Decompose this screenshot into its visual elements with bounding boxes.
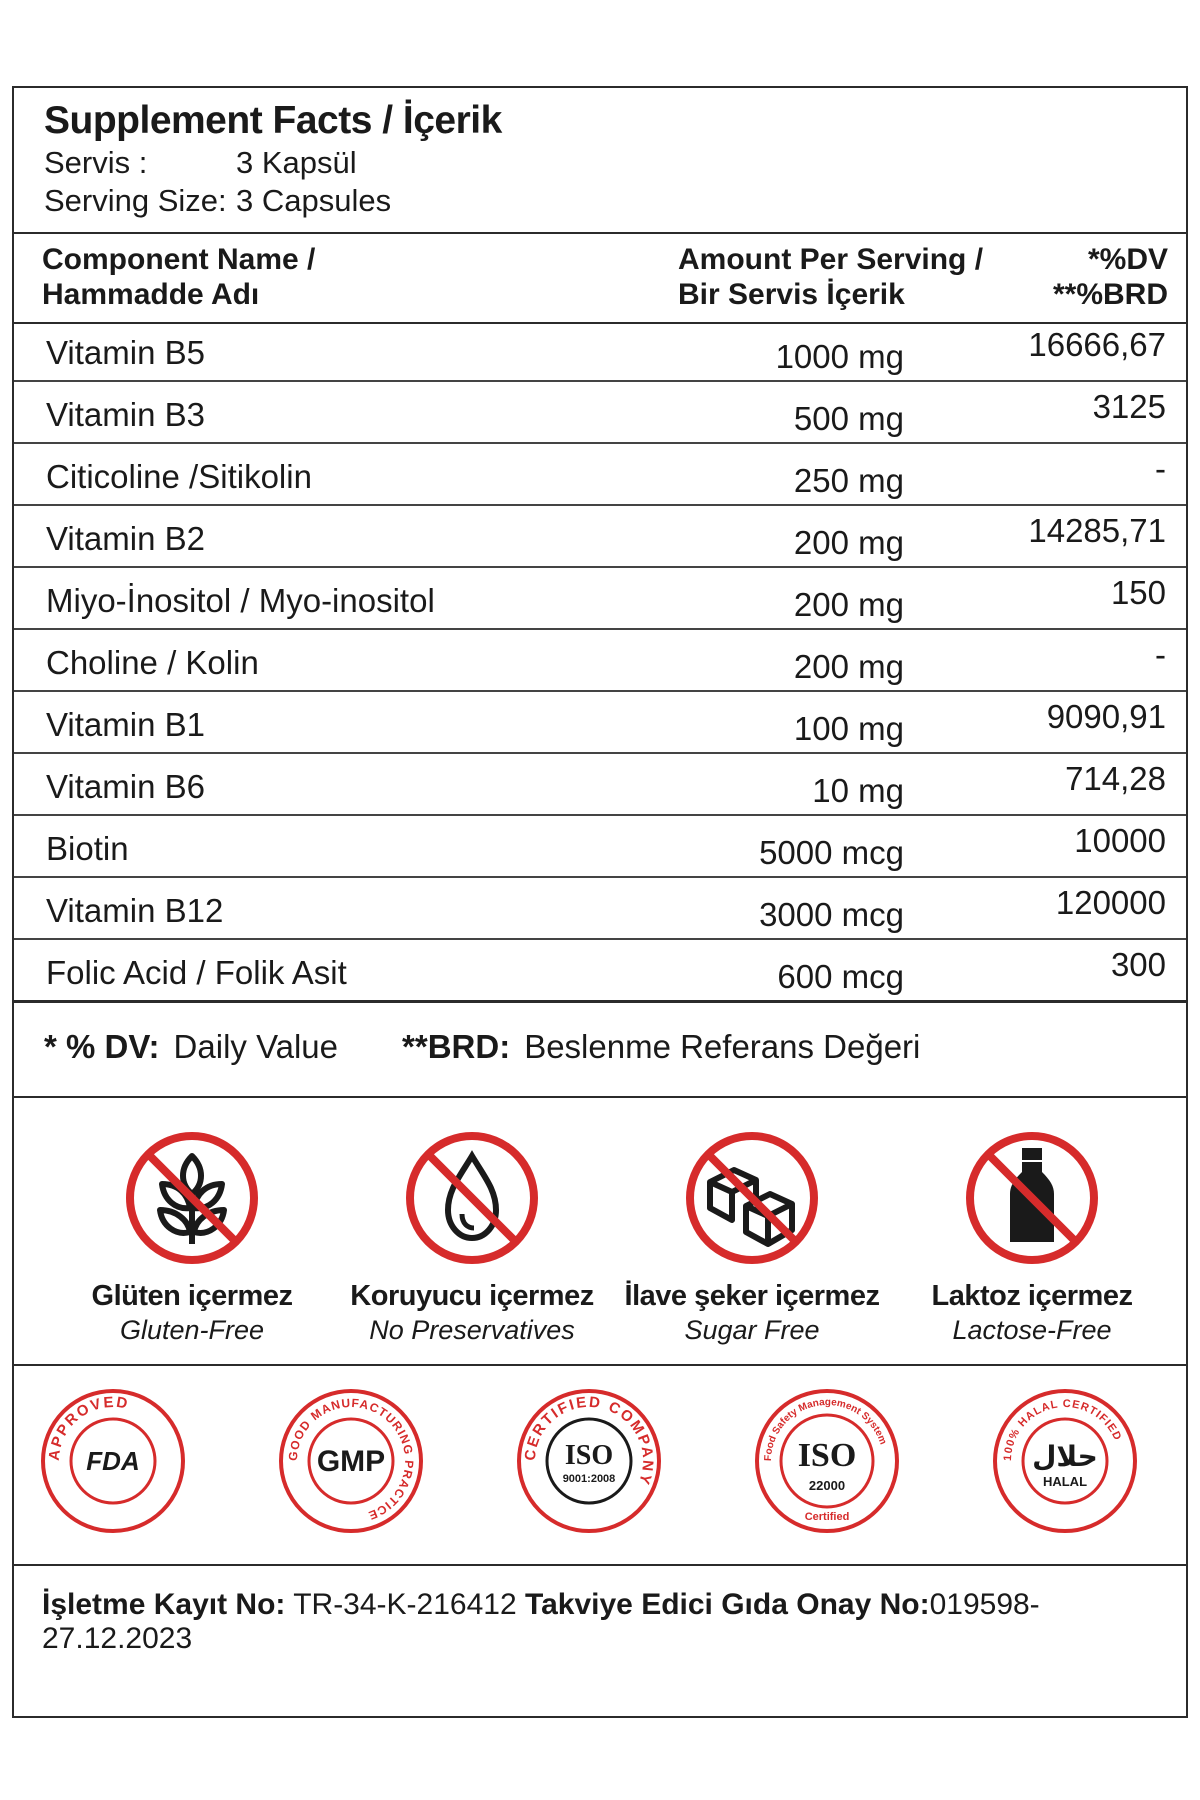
drop-icon [402,1128,542,1268]
no-preservatives-badge [332,1128,612,1346]
column-header-dv-line1: *%DV [1087,243,1168,276]
amount: 250 mg [793,462,904,499]
svg-text:9001:2008: 9001:2008 [562,1473,616,1485]
svg-text:Food Safety Management System: Food Safety Management System [762,1396,889,1462]
table-body [14,320,1186,1003]
badge-label-en: No Preservatives [369,1315,575,1345]
legend-dv-key: * % DV: [44,1028,160,1065]
free-from-badges [14,1128,1186,1348]
serving-tr-label: Servis : [44,145,148,180]
daily-value: - [1155,636,1166,673]
fda-approved-seal [38,1386,188,1536]
component-name: Vitamin B5 [46,334,205,371]
svg-text:ISO: ISO [564,1440,614,1471]
gmp-seal [276,1386,426,1536]
amount: 100 mg [793,710,904,747]
serving-en [44,182,1166,220]
badge-label-tr: Glüten içermez [91,1280,293,1312]
badge-label-tr: Laktoz içermez [931,1280,1133,1312]
daily-value: - [1155,450,1166,487]
column-header-amount-line1: Amount Per Serving / [678,243,984,276]
reg-value: TR-34-K-216412 [293,1588,517,1621]
svg-text:GOOD MANUFACTURING PRACTICE: GOOD MANUFACTURING PRACTICE [285,1395,417,1523]
svg-text:Certified: Certified [804,1511,850,1523]
table-row [14,754,1186,816]
badge-label-en: Lactose-Free [952,1315,1112,1345]
serving-en-value: 3 Capsules [236,183,392,218]
column-header-component-line1: Component Name / [42,243,316,276]
serving-en-label: Serving Size: [44,183,227,218]
component-name: Vitamin B6 [46,768,205,805]
supplement-facts-panel [12,86,1188,1718]
daily-value: 120000 [1055,884,1166,921]
daily-value: 10000 [1074,822,1166,859]
amount: 500 mg [793,400,904,437]
sugar-free-badge [612,1128,892,1346]
column-header-dv [1053,242,1168,312]
svg-text:HALAL: HALAL [1042,1474,1088,1489]
component-name: Vitamin B12 [46,892,224,929]
badge-label-en: Sugar Free [684,1315,820,1345]
approval-label: Takviye Edici Gıda Onay No: [525,1588,930,1621]
svg-text:100% HALAL CERTIFIED: 100% HALAL CERTIFIED [1001,1397,1124,1462]
serving-tr-value: 3 Kapsül [236,145,357,180]
svg-text:APPROVED: APPROVED [45,1393,131,1462]
page-title: Supplement Facts / İçerik [44,99,502,142]
iso-9001-seal [514,1386,664,1536]
table-row [14,382,1186,444]
badge-label-en: Gluten-Free [119,1315,265,1345]
column-header-dv-line2: **%BRD [1052,278,1168,311]
table-row [14,320,1186,382]
daily-value: 16666,67 [1028,326,1166,363]
divider [14,1564,1186,1566]
amount: 5000 mcg [759,834,904,871]
component-name: Miyo-İnositol / Myo-inositol [46,582,435,619]
amount: 200 mg [793,524,904,561]
column-header-component-line2: Hammadde Adı [42,278,260,311]
component-name: Vitamin B1 [46,706,205,743]
svg-text:CERTIFIED COMPANY: CERTIFIED COMPANY [521,1393,657,1489]
svg-text:حلال: حلال [1032,1440,1098,1473]
svg-text:FDA: FDA [86,1446,140,1476]
table-row [14,878,1186,940]
column-header-component [42,242,315,312]
component-name: Citicoline /Sitikolin [46,458,312,495]
daily-value: 14285,71 [1028,512,1166,549]
table-row [14,940,1186,1003]
table-row [14,568,1186,630]
table-header [14,232,1186,324]
amount: 200 mg [793,586,904,623]
table-row [14,506,1186,568]
component-name: Folic Acid / Folik Asit [46,954,347,991]
daily-value: 9090,91 [1046,698,1166,735]
amount: 3000 mcg [759,896,904,933]
svg-text:GMP: GMP [316,1445,386,1478]
component-name: Biotin [46,830,129,867]
column-header-amount-line2: Bir Servis İçerik [678,278,905,311]
badge-label-tr: İlave şeker içermez [624,1280,880,1312]
daily-value: 300 [1110,946,1166,983]
amount: 1000 mg [775,338,904,375]
bottle-icon [962,1128,1102,1268]
daily-value: 150 [1110,574,1166,611]
svg-text:ISO: ISO [797,1437,857,1474]
table-row [14,692,1186,754]
legend-brd-value: Beslenme Referans Değeri [524,1028,921,1065]
reg-label: İşletme Kayıt No: [42,1588,286,1621]
table-row [14,816,1186,878]
daily-value: 3125 [1092,388,1166,425]
sugar-cube-icon [682,1128,822,1268]
component-name: Choline / Kolin [46,644,259,681]
component-name: Vitamin B3 [46,396,205,433]
svg-text:22000: 22000 [808,1478,846,1493]
daily-value: 714,28 [1065,760,1166,797]
amount: 200 mg [793,648,904,685]
amount: 600 mcg [777,958,904,995]
certification-seals [14,1386,1186,1546]
badge-label-tr: Koruyucu içermez [350,1280,594,1312]
legend-brd-key: **BRD: [402,1028,511,1065]
legend [44,1028,920,1066]
table-row [14,444,1186,506]
table-row [14,630,1186,692]
header [44,98,1166,220]
registration-footer [42,1588,1186,1656]
column-header-amount [678,242,983,312]
iso-22000-seal [752,1386,902,1536]
divider [14,1096,1186,1098]
gluten-free-badge [52,1128,332,1346]
serving-tr [44,144,1166,182]
lactose-free-badge [892,1128,1172,1346]
component-name: Vitamin B2 [46,520,205,557]
legend-dv-value: Daily Value [173,1028,339,1065]
approval-value: 019598-27.12.2023 [42,1588,1040,1655]
wheat-icon [122,1128,262,1268]
amount: 10 mg [812,772,904,809]
halal-seal [990,1386,1140,1536]
divider [14,1364,1186,1366]
